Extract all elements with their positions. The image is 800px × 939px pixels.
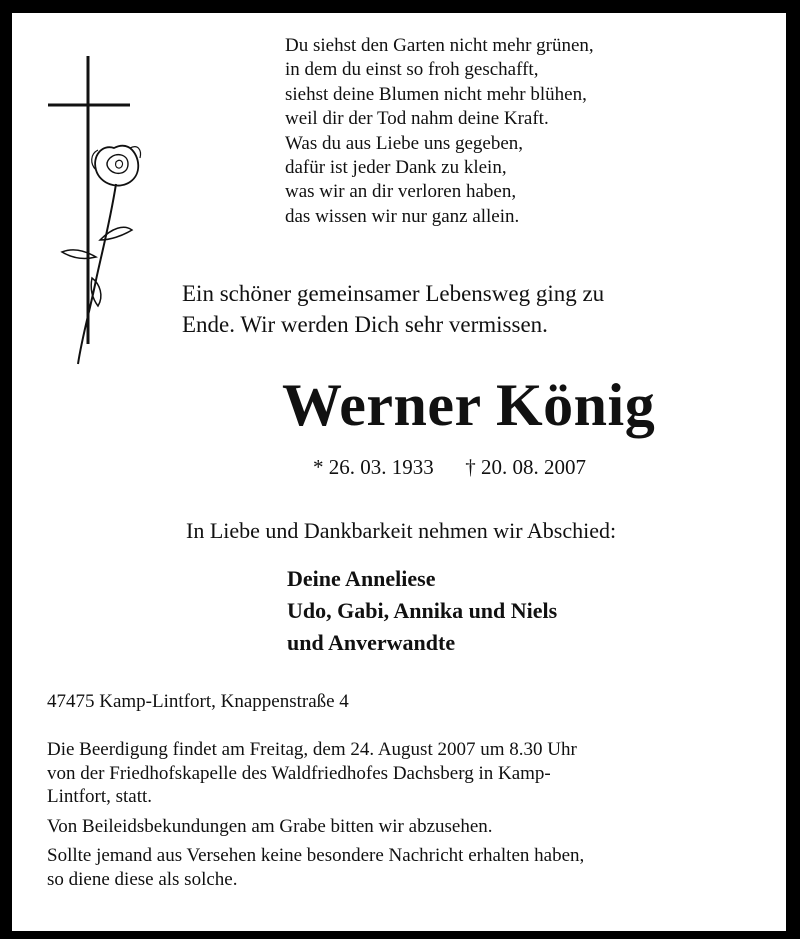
condolences-text: Von Beileidsbekundungen am Grabe bitten wir abzusehen. xyxy=(47,815,493,837)
deceased-name: Werner König xyxy=(282,372,656,438)
funeral-info xyxy=(47,738,584,897)
poem-line: Du siehst den Garten nicht mehr grünen, xyxy=(285,35,594,56)
notice-line: Sollte jemand aus Versehen keine besondere Nachricht erhalten haben, xyxy=(47,845,585,866)
birth-date: * 26. 03. 1933 xyxy=(313,455,434,479)
poem-line: das wissen wir nur ganz allein. xyxy=(285,205,520,227)
poem xyxy=(285,34,594,229)
poem-line: Was du aus Liebe uns gegeben, xyxy=(285,132,524,154)
funeral-paragraph xyxy=(47,738,584,809)
poem-line: in dem du einst so froh geschafft, xyxy=(285,59,539,81)
poem-line: weil dir der Tod nahm deine Kraft. xyxy=(285,108,549,130)
lebensweg-line: Ende. Wir werden Dich sehr vermissen. xyxy=(182,312,548,337)
poem-line: was wir an dir verloren haben, xyxy=(285,181,517,203)
death-date: † 20. 08. 2007 xyxy=(465,455,586,479)
lebensweg-line: Ein schöner gemeinsamer Lebensweg ging zu xyxy=(182,281,605,306)
lebensweg-text xyxy=(182,278,604,340)
notice-line: so diene diese als solche. xyxy=(47,868,238,890)
poem-line: dafür ist jeder Dank zu klein, xyxy=(285,157,507,179)
address: 47475 Kamp-Lintfort, Knappenstraße 4 xyxy=(47,691,349,712)
funeral-line: Die Beerdigung findet am Freitag, dem 24. August 2007 um 8.30 Uhr xyxy=(47,739,577,760)
family-line: Deine Anneliese xyxy=(287,566,436,591)
abschied-text: In Liebe und Dankbarkeit nehmen wir Abschied: xyxy=(186,518,617,543)
funeral-line: Lintfort, statt. xyxy=(47,786,153,807)
life-dates xyxy=(313,453,586,481)
funeral-line: von der Friedhofskapelle des Waldfriedhofes Dachsberg in Kamp- xyxy=(47,762,551,784)
cross-with-rose-icon xyxy=(44,52,184,372)
family-names xyxy=(287,563,557,659)
family-line: und Anverwandte xyxy=(287,630,456,655)
poem-line: siehst deine Blumen nicht mehr blühen, xyxy=(285,83,587,105)
family-line: Udo, Gabi, Annika und Niels xyxy=(287,598,558,623)
notice-paragraph xyxy=(47,844,584,891)
